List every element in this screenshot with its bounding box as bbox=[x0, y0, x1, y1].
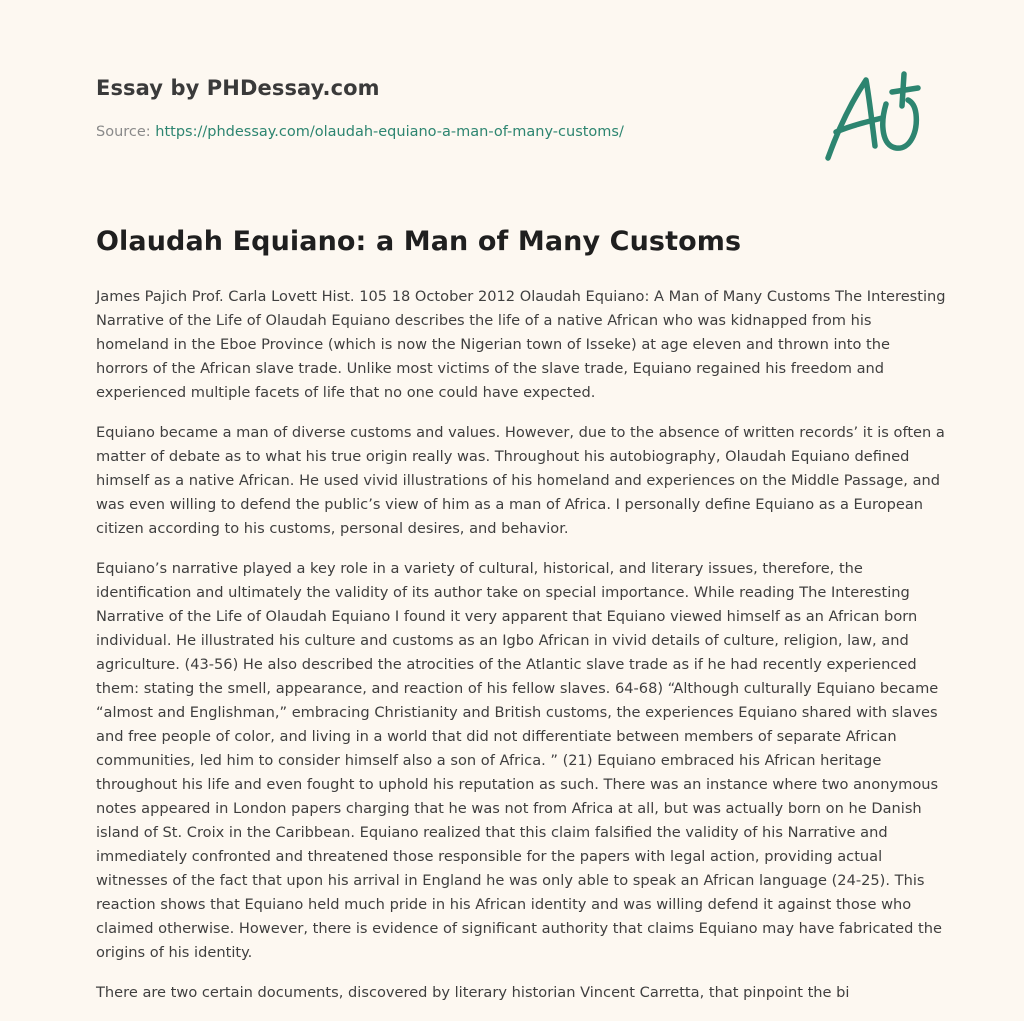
essay-paragraph: Equiano became a man of diverse customs and values. However, due to the absence of written records’ it is often a matter of debate as to what his true origin really was. Throughout his autobiography, Olaudah Equiano defined himself as a native African. He used vivid illustrations of his homeland and experiences on the Middle Passage, and was even willing to defend the public’s view of him as a man of Africa. I personally define Equiano as a European citizen according to his customs, personal desires, and behavior. bbox=[96, 424, 945, 537]
essay-page bbox=[96, 0, 946, 1001]
essay-header bbox=[96, 0, 946, 200]
essay-paragraph: Equiano’s narrative played a key role in a variety of cultural, historical, and literary issues, therefore, the identification and ultimately the validity of its author take on special importance. While reading The Interesting Narrative of the Life of Olaudah Equiano I found it very apparent that Equiano viewed himself as an African born individual. He illustrated his culture and customs as an Igbo African in vivid details of culture, religion, law, and agriculture. (43-56) He also described the atrocities of the Atlantic slave trade as if he had recently experienced them: stating the smell, appearance, and reaction of his fellow slaves. 64-68) “Although culturally Equiano became “almost and Englishman,” embracing Christianity and British customs, the experiences Equiano shared with slaves and free people of color, and living in a world that did not differentiate between members of separate African communities, led him to consider himself also a son of Africa. ” (21) Equiano embraced his African heritage throughout his life and even fought to uphold his reputation as such. There was an instance where two anonymous notes appeared in London papers charging that he was not from Africa at all, but was actually born on he Danish island of St. Croix in the Caribbean. Equiano realized that this claim falsified the validity of his Narrative and immediately confronted and threatened those responsible for the papers with legal action, providing actual witnesses of the fact that upon his arrival in England he was only able to speak an African language (24-25). This reaction shows that Equiano held much pride in his African identity and was willing defend it against those who claimed otherwise. However, there is evidence of significant authority that claims Equiano may have fabricated the origins of his identity. bbox=[96, 560, 942, 961]
source-link[interactable]: https://phdessay.com/olaudah-equiano-a-man-of-many-customs/ bbox=[155, 124, 624, 140]
site-brand: Essay by PHDessay.com bbox=[96, 76, 380, 100]
essay-title: Olaudah Equiano: a Man of Many Customs bbox=[96, 226, 742, 257]
source-line bbox=[96, 124, 624, 140]
a-plus-grade-icon bbox=[820, 66, 930, 166]
essay-paragraph: James Pajich Prof. Carla Lovett Hist. 105 18 October 2012 Olaudah Equiano: A Man of Many Customs The Interesting Narrative of the Life of Olaudah Equiano describes the life of a native African who was kidnapped from his homeland in the Eboe Province (which is now the Nigerian town of Isseke) at age eleven and thrown into the horrors of the African slave trade. Unlike most victims of the slave trade, Equiano regained his freedom and experienced multiple facets of life that no one could have expected. bbox=[96, 288, 946, 401]
essay-body bbox=[96, 285, 946, 1021]
source-label: Source: bbox=[96, 124, 156, 140]
essay-paragraph: There are two certain documents, discovered by literary historian Vincent Carretta, that pinpoint the bi bbox=[96, 984, 850, 1001]
